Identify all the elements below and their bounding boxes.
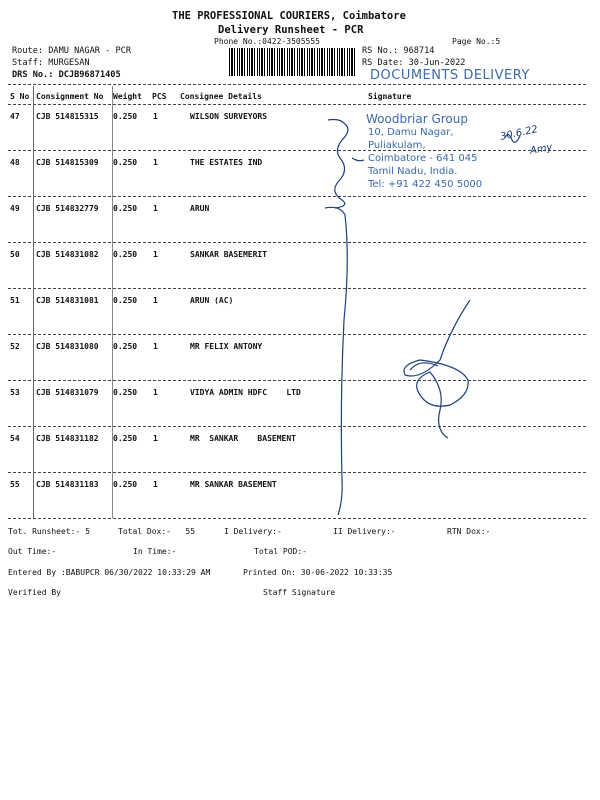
- col-consignment: Consignment No: [36, 92, 104, 101]
- col-sno: S No: [10, 92, 30, 101]
- handwritten-name: Amy: [529, 142, 554, 157]
- row-consignment: CJB 514831182: [36, 434, 99, 443]
- in-time: In Time:-: [133, 547, 177, 556]
- row-consignee: ARUN (AC): [190, 296, 234, 305]
- page-number: Page No.:5: [452, 37, 501, 46]
- row-consignee: MR SANKAR BASEMENT: [190, 480, 277, 489]
- row-sno: 50: [10, 250, 20, 259]
- col-weight: Weight: [113, 92, 142, 101]
- row-pcs: 1: [153, 342, 158, 351]
- rs-date: RS Date: 30-Jun-2022: [362, 58, 466, 68]
- tot-runsheet: Tot. Runsheet:- 5: [8, 527, 90, 536]
- row-pcs: 1: [153, 480, 158, 489]
- row-weight: 0.250: [113, 434, 138, 443]
- document-subtitle: Delivery Runsheet - PCR: [218, 24, 364, 36]
- row-consignment: CJB 514831183: [36, 480, 99, 489]
- total-pod: Total POD:-: [254, 547, 307, 556]
- out-time: Out Time:-: [8, 547, 57, 556]
- row-consignment: CJB 514831080: [36, 342, 99, 351]
- row-consignment: CJB 514815309: [36, 158, 99, 167]
- stamp-line: Puliakulam,: [368, 140, 426, 151]
- verified-by: Verified By: [8, 588, 61, 597]
- route-label: Route: DAMU NAGAR - PCR: [12, 46, 131, 56]
- row-consignment: CJB 514831081: [36, 296, 99, 305]
- row-weight: 0.250: [113, 204, 138, 213]
- stamp-line: 10, Damu Nagar,: [368, 127, 454, 138]
- row-pcs: 1: [153, 434, 158, 443]
- phone-number: Phone No.:0422-3505555: [214, 37, 320, 46]
- entered-by: Entered By :BABUPCR 06/30/2022 10:33:29 AM: [8, 568, 211, 577]
- stamp-line: Tamil Nadu, India.: [368, 166, 458, 177]
- staff-label: Staff: MURGESAN: [12, 58, 90, 68]
- row-weight: 0.250: [113, 158, 138, 167]
- row-pcs: 1: [153, 250, 158, 259]
- row-weight: 0.250: [113, 388, 138, 397]
- row-sno: 53: [10, 388, 20, 397]
- row-consignee: THE ESTATES IND: [190, 158, 263, 167]
- documents-delivery-stamp: DOCUMENTS DELIVERY: [370, 68, 530, 83]
- printed-on: Printed On: 30-06-2022 10:33:35: [243, 568, 393, 577]
- row-consignee: MR SANKAR BASEMENT: [190, 434, 296, 443]
- row-weight: 0.250: [113, 112, 138, 121]
- row-sno: 51: [10, 296, 20, 305]
- col-consignee: Consignee Details: [180, 92, 262, 101]
- handwritten-date: 30.6.22: [499, 124, 539, 143]
- company-title: THE PROFESSIONAL COURIERS, Coimbatore: [172, 10, 406, 22]
- row-sno: 49: [10, 204, 20, 213]
- row-pcs: 1: [153, 296, 158, 305]
- drs-number: DRS No.: DCJB96871405: [12, 70, 121, 80]
- row-weight: 0.250: [113, 480, 138, 489]
- row-weight: 0.250: [113, 342, 138, 351]
- staff-signature: Staff Signature: [263, 588, 336, 597]
- row-consignee: VIDYA ADMIN HDFC LTD: [190, 388, 301, 397]
- col-pcs: PCS: [152, 92, 167, 101]
- stamp-line: Tel: +91 422 450 5000: [368, 179, 483, 190]
- row-pcs: 1: [153, 204, 158, 213]
- row-sno: 47: [10, 112, 20, 121]
- row-consignee: ARUN: [190, 204, 210, 213]
- row-consignment: CJB 514831082: [36, 250, 99, 259]
- rs-number: RS No.: 968714: [362, 46, 435, 56]
- i-delivery: I Delivery:-: [224, 527, 282, 536]
- row-consignee: SANKAR BASEMERIT: [190, 250, 268, 259]
- row-sno: 54: [10, 434, 20, 443]
- row-consignment: CJB 514815315: [36, 112, 99, 121]
- row-sno: 55: [10, 480, 20, 489]
- col-signature: Signature: [368, 92, 412, 101]
- row-pcs: 1: [153, 158, 158, 167]
- ii-delivery: II Delivery:-: [333, 527, 396, 536]
- rtn-dox: RTN Dox:-: [447, 527, 491, 536]
- row-weight: 0.250: [113, 296, 138, 305]
- stamp-line: Coimbatore - 641 045: [368, 153, 478, 164]
- row-pcs: 1: [153, 388, 158, 397]
- row-consignee: WILSON SURVEYORS: [190, 112, 268, 121]
- total-dox: Total Dox:- 55: [118, 527, 196, 536]
- row-consignment: CJB 514832779: [36, 204, 99, 213]
- row-weight: 0.250: [113, 250, 138, 259]
- row-sno: 52: [10, 342, 20, 351]
- row-pcs: 1: [153, 112, 158, 121]
- stamp-line: Woodbriar Group: [366, 112, 468, 126]
- row-consignee: MR FELIX ANTONY: [190, 342, 263, 351]
- row-consignment: CJB 514831079: [36, 388, 99, 397]
- row-sno: 48: [10, 158, 20, 167]
